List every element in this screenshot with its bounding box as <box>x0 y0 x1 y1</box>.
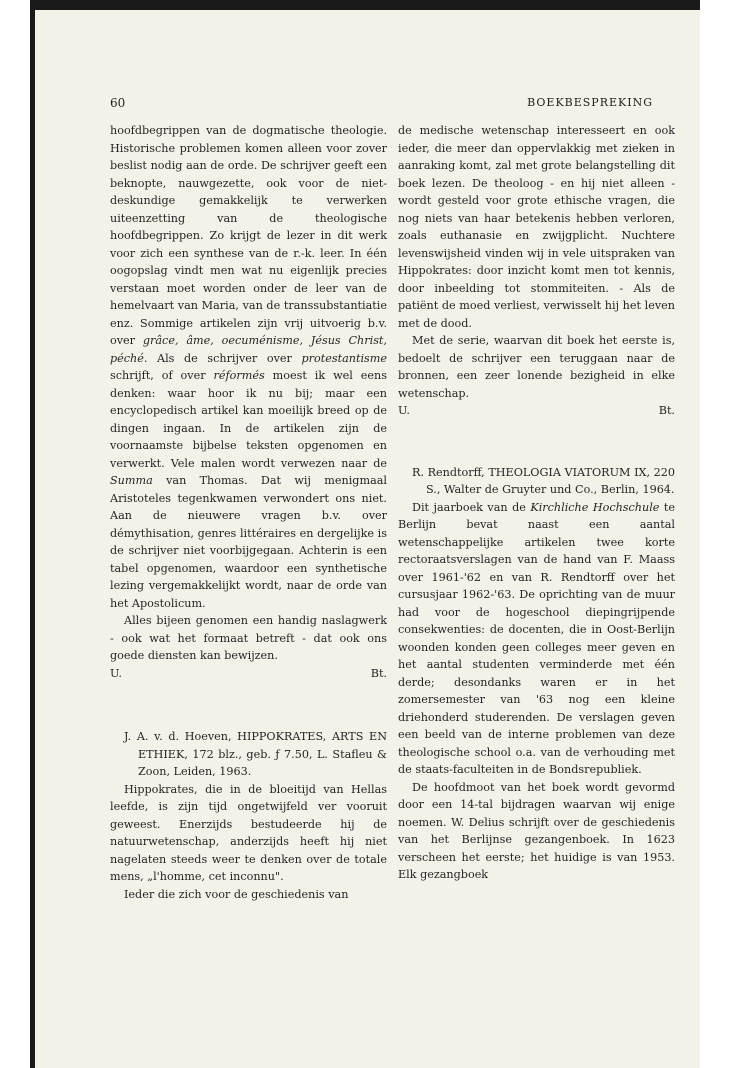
review1-signature <box>110 665 387 683</box>
review2-signature <box>398 402 675 420</box>
review1-paragraph: Alles bijeen genomen een handig naslagwerk - ook wat het formaat betreft - dat ook ons goede diensten kan bewijzen. <box>110 614 387 662</box>
signature-initial: U. <box>110 666 122 680</box>
review2-heading: J. A. v. d. Hoeven, HIPPOKRATES, ARTS EN ETHIEK, 172 blz., geb. ƒ 7.50, L. Stafleu & Zoon, Leiden, 1963. <box>124 730 387 778</box>
review2-continuation: de medische wetenschap interesseert en ook ieder, die meer dan oppervlakkig met zieken in aanraking komt, zal met grote belangstelling dit boek lezen. De theoloog - en hij niet alleen - wordt gesteld voor grote ethische vragen, die nog niets van haar betekenis hebben verloren, zoals euthanasie en zwijgplicht. Nuchtere levenswijsheid vinden wij in vele uitspraken van Hippokrates: door inzicht komt men tot kennis, door inbeelding tot stommiteiten. - Als de patiënt de moed verliest, verwisselt hij het leven met de dood. <box>398 124 675 330</box>
signature-initial: U. <box>398 404 410 417</box>
signature-author: Bt. <box>370 666 387 680</box>
signature-author: Bt. <box>658 404 675 417</box>
review3-paragraph: Dit jaarboek van de Kirchliche Hochschule te Berlijn bevat naast een aantal wetenschappelijke artikelen twee korte rectoraatsverslagen van de hand van F. Maass over 1961-'62 en van R. Rendtorff over het cursusjaar 1962-'63. De oprichting van de muur had voor de hogeschool diepingrijpende consekwenties: de docenten, die in Oost-Berlijn woonden konden geen colleges meer geven en het aantal studenten verminderde met één derde; desondanks waren er in het zomersemester van '63 nog een kleine driehonderd studerenden. De verslagen geven een beeld van de interne problemen van deze theologische school o.a. van de verhouding met de staats-faculteiten in de Bondsrepubliek. <box>398 500 676 776</box>
scan-top-border <box>30 0 700 10</box>
running-head: BOEKBESPREKING <box>527 96 653 109</box>
left-column <box>110 122 387 903</box>
review3-paragraph: De hoofdmoot van het boek wordt gevormd door een 14-tal bijdragen waarvan wij enige noemen. W. Delius schrijft over de geschiedenis van het Berlijnse gezangenboek. In 1623 verscheen het eerste; het huidige is van 1953. Elk gezangboek <box>398 780 675 881</box>
right-column <box>398 122 675 884</box>
review3-heading: R. Rendtorff, THEOLOGIA VIATORUM IX, 220 S., Walter de Gruyter und Co., Berlin, 1964. <box>412 465 675 496</box>
review2-paragraph: Hippokrates, die in de bloeitijd van Hellas leefde, is zijn tijd ongetwijfeld ver vooruit geweest. Enerzijds bestudeerde hij de natuurwetenschap, anderzijds heeft hij niet nagelaten steeds weer te denken over de totale mens, „l'homme, cet inconnu". <box>110 782 387 883</box>
review1-continuation: hoofdbegrippen van de dogmatische theologie. Historische problemen komen alleen voor zover beslist nodig aan de orde. De schrijver geeft een beknopte, nauwgezette, ook voor de niet-deskundige gemakkelijk te verwerken uiteenzetting van de theologische hoofdbegrippen. Zo krijgt de lezer in dit werk voor zich een synthese van de r.-k. leer. In één oogopslag vindt men wat nu eigenlijk precies verstaan moet worden onder de leer van de hemelvaart van Maria, van de transsubstantiatie enz. Sommige artikelen zijn vrij uitvoerig b.v. over grâce, âme, oecuménisme, Jésus Christ, péché. Als de schrijver over protestantisme schrijft, of over réformés moest ik wel eens denken: waar hoor ik nu bij; maar een encyclopedisch artikel kan moeilijk breed op de dingen ingaan. In de artikelen zijn de voornaamste bijbelse teksten opgenomen en verwerkt. Vele malen wordt verwezen naar de Summa van Thomas. Dat wij menigmaal Aristoteles tegenkwamen verwondert ons niet. Aan de nieuwere vragen b.v. over démythisation, genres littéraires en dergelijke is de schrijver niet voorbijgegaan. Achterin is een tabel opgenomen, waardoor een synthetische lezing vergemakkelijkt wordt, naar de orde van het Apostolicum. <box>110 124 387 610</box>
review2-paragraph: Met de serie, waarvan dit boek het eerste is, bedoelt de schrijver een teruggaan naar de bronnen, een zeer lonende bezigheid in elke wetenschap. <box>398 334 675 400</box>
review2-paragraph: Ieder die zich voor de geschiedenis van <box>124 887 349 901</box>
page-number: 60 <box>110 96 126 110</box>
